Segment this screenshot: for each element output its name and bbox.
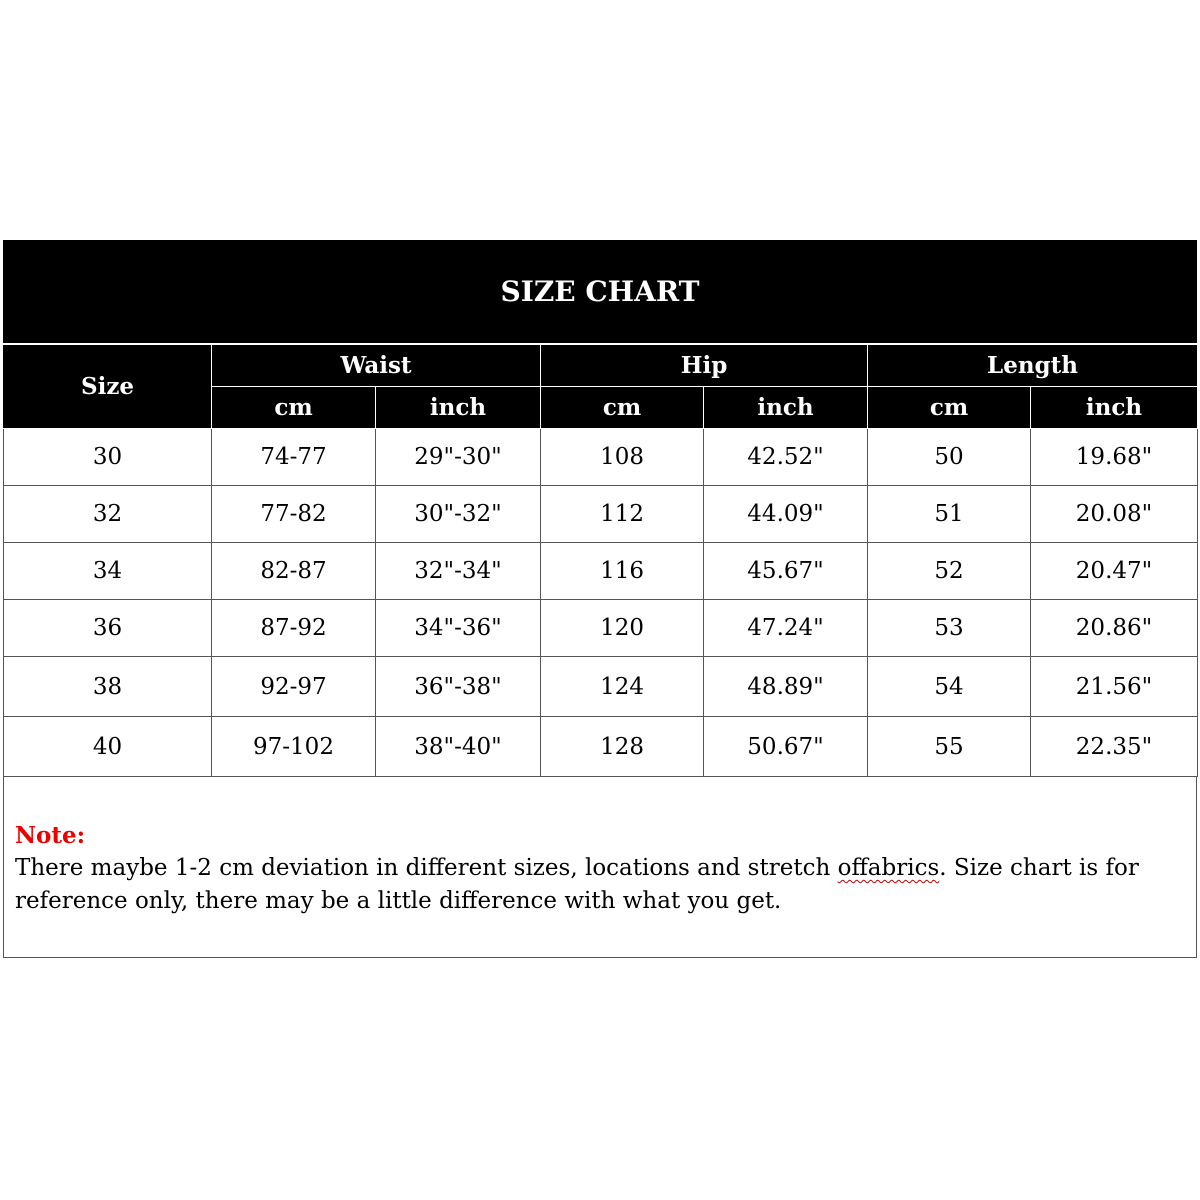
chart-title: SIZE CHART <box>3 240 1197 344</box>
note-box <box>3 777 1197 958</box>
table-row <box>4 717 1198 777</box>
size-chart <box>3 240 1197 958</box>
cell-length-inch: 21.56" <box>1031 657 1198 717</box>
note-text-flagged: offabrics <box>837 855 940 881</box>
cell-hip-cm: 124 <box>541 657 704 717</box>
cell-hip-inch: 48.89" <box>704 657 868 717</box>
cell-waist-inch: 32"-34" <box>376 543 541 600</box>
header-hip-inch: inch <box>704 387 868 429</box>
header-waist: Waist <box>212 345 541 387</box>
cell-waist-cm: 82-87 <box>212 543 376 600</box>
table-row <box>4 600 1198 657</box>
cell-size: 36 <box>4 600 212 657</box>
note-text-before: There maybe 1-2 cm deviation in different sizes, locations and stretch <box>15 855 838 881</box>
cell-hip-cm: 120 <box>541 600 704 657</box>
header-size: Size <box>4 345 212 429</box>
header-waist-cm: cm <box>212 387 376 429</box>
cell-hip-inch: 42.52" <box>704 429 868 486</box>
cell-waist-cm: 97-102 <box>212 717 376 777</box>
cell-size: 30 <box>4 429 212 486</box>
header-hip: Hip <box>541 345 868 387</box>
cell-waist-inch: 38"-40" <box>376 717 541 777</box>
cell-length-inch: 20.86" <box>1031 600 1198 657</box>
cell-waist-inch: 36"-38" <box>376 657 541 717</box>
cell-size: 40 <box>4 717 212 777</box>
header-length: Length <box>868 345 1198 387</box>
cell-length-cm: 50 <box>868 429 1031 486</box>
cell-length-inch: 20.47" <box>1031 543 1198 600</box>
cell-waist-cm: 77-82 <box>212 486 376 543</box>
table-row <box>4 543 1198 600</box>
table-row <box>4 429 1198 486</box>
size-table <box>3 344 1198 777</box>
cell-length-inch: 20.08" <box>1031 486 1198 543</box>
cell-waist-cm: 92-97 <box>212 657 376 717</box>
cell-waist-inch: 34"-36" <box>376 600 541 657</box>
cell-length-cm: 55 <box>868 717 1031 777</box>
cell-hip-cm: 108 <box>541 429 704 486</box>
note-text <box>15 852 1196 918</box>
table-row <box>4 657 1198 717</box>
cell-size: 34 <box>4 543 212 600</box>
cell-length-cm: 51 <box>868 486 1031 543</box>
cell-length-inch: 19.68" <box>1031 429 1198 486</box>
cell-length-cm: 53 <box>868 600 1031 657</box>
header-length-inch: inch <box>1031 387 1198 429</box>
header-hip-cm: cm <box>541 387 704 429</box>
cell-hip-inch: 44.09" <box>704 486 868 543</box>
header-waist-inch: inch <box>376 387 541 429</box>
note-label: Note: <box>15 822 86 849</box>
cell-hip-inch: 50.67" <box>704 717 868 777</box>
cell-waist-cm: 74-77 <box>212 429 376 486</box>
table-row <box>4 486 1198 543</box>
cell-waist-inch: 29"-30" <box>376 429 541 486</box>
cell-waist-cm: 87-92 <box>212 600 376 657</box>
cell-length-cm: 52 <box>868 543 1031 600</box>
note-text-after: . Size chart is for reference only, there may be a little difference with what you get. <box>15 855 1139 914</box>
cell-hip-inch: 45.67" <box>704 543 868 600</box>
cell-length-inch: 22.35" <box>1031 717 1198 777</box>
cell-size: 38 <box>4 657 212 717</box>
header-length-cm: cm <box>868 387 1031 429</box>
cell-hip-inch: 47.24" <box>704 600 868 657</box>
cell-hip-cm: 112 <box>541 486 704 543</box>
cell-waist-inch: 30"-32" <box>376 486 541 543</box>
cell-hip-cm: 116 <box>541 543 704 600</box>
cell-hip-cm: 128 <box>541 717 704 777</box>
cell-length-cm: 54 <box>868 657 1031 717</box>
cell-size: 32 <box>4 486 212 543</box>
